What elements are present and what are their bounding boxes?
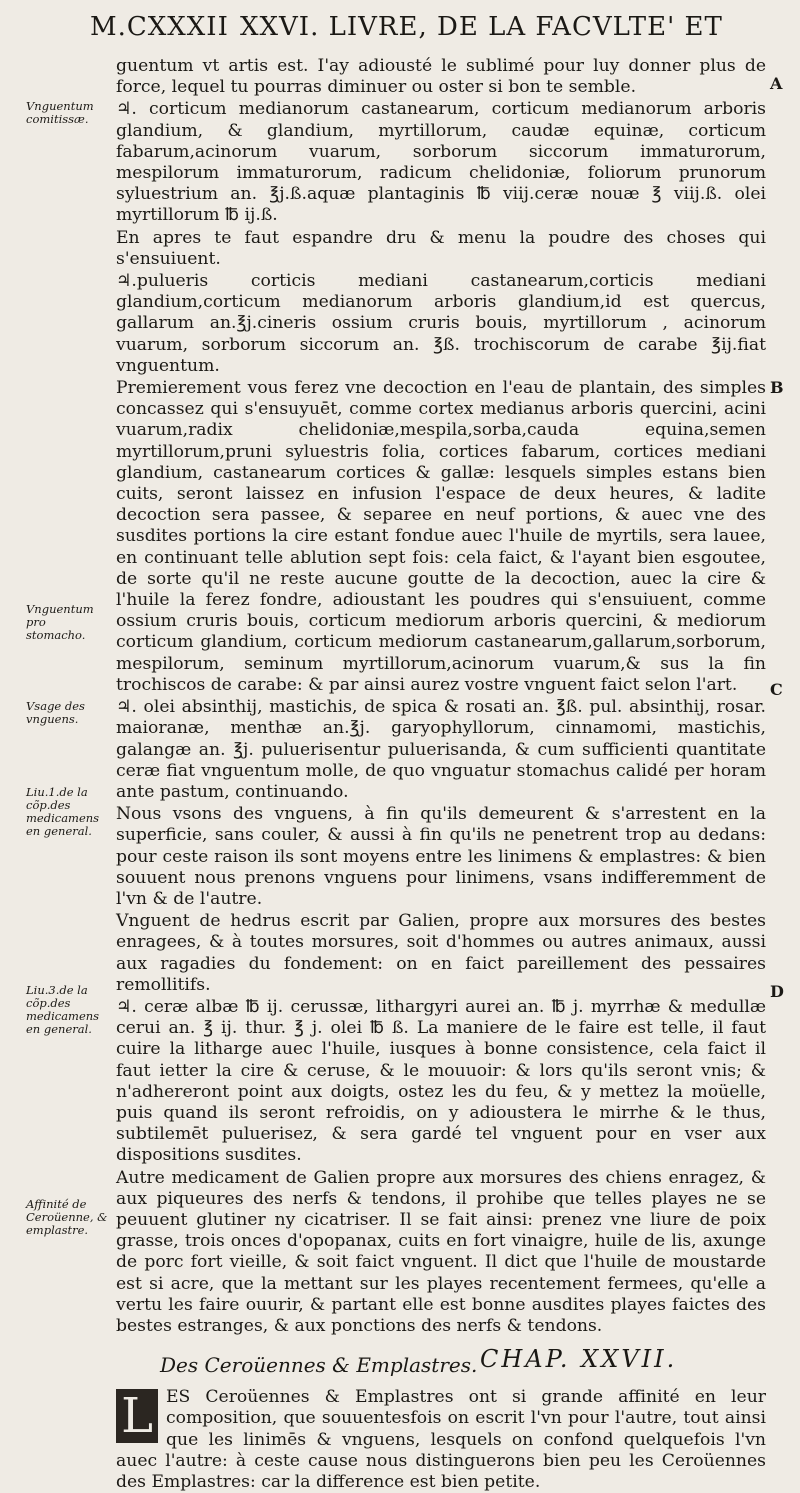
margin-note-affinite: Affinité de Ceroüenne, & emplastre.	[26, 1197, 108, 1237]
paragraph: ♃.pulueris corticis mediani castanearum,corticis mediani glandium,corticum medianorum arboris glandium,id est quercus, gallarum an.℥j.cineris ossium cruris bouis, myrtillorum , acinorum vuarum, sorborum siccorum an. ℥ß. trochiscorum de carabe ℥ij.fiat vnguentum.	[116, 271, 766, 376]
paragraph: ♃. olei absinthij, mastichis, de spica & rosati an. ℥ß. pul. absinthij, rosar. maioranæ, menthæ an.℥j. garyophyllorum, cinnamomi, mastichis, galangæ an. ℥j. puluerisentur puluerisanda, & cum sufficienti quantitate ceræ fiat vnguentum molle, de quo vnguatur stomachus calidé per horam ante pastum, continuando.	[116, 697, 766, 802]
opening-text: ES Ceroüennes & Emplastres ont si grande affinité en leur composition, que souuentesfois on escrit l'vn pour l'autre, tout ainsi que les linimēs & vnguens, lesquels on confond quelquefois l'vn auec l'autre: à ceste cause nous distinguerons bien peu les Ceroüennes des Emplastres: car la difference est bien petite.	[116, 1387, 766, 1492]
main-text	[116, 56, 766, 1493]
running-header	[90, 12, 770, 48]
side-letter-d: D	[770, 982, 784, 1001]
margin-note-livre-3: Liu.3.de la cõp.des medicamens en general.	[26, 983, 100, 1036]
chapter-opening-paragraph	[116, 1387, 766, 1493]
chapter-title: Des Ceroüennes & Emplastres.	[160, 1353, 478, 1378]
paragraph: En apres te faut espandre dru & menu la poudre des choses qui s'ensuiuent.	[116, 227, 766, 269]
chapter-heading	[160, 1345, 766, 1381]
paragraph: ♃. corticum medianorum castanearum, corticum medianorum arboris glandium, & glandium, myrtillorum, caudæ equinæ, corticum fabarum,acinorum vuarum, sorborum siccorum immaturorum, mespilorum immaturorum, radicum chelidoniæ, foliorum prunorum syluestrium an. ℥j.ß.aquæ plantaginis ℔ viij.ceræ nouæ ℥ viij.ß. olei myrtillorum ℔ ij.ß.	[116, 99, 766, 226]
margin-note-livre-1: Liu.1.de la cõp.des medicamens en general.	[26, 785, 100, 838]
folio-number: M.CXXXII	[90, 12, 229, 42]
side-letter-b: B	[770, 378, 784, 397]
running-title: XXVI. LIVRE, DE LA FACVLTE' ET	[240, 12, 723, 42]
side-letter-a: A	[770, 74, 783, 93]
chapter-number: CHAP. XXVII.	[480, 1345, 678, 1374]
side-letter-c: C	[770, 680, 783, 699]
margin-note-stomacho: Vnguentum pro stomacho.	[26, 602, 94, 642]
margin-note-usage: Vsage des vnguens.	[26, 699, 85, 726]
paragraph: Nous vsons des vnguens, à fin qu'ils demeurent & s'arrestent en la superficie, sans couler, & aussi à fin qu'ils ne penetrent trop au dedans: pour ceste raison ils sont moyens entre les linimens & emplastres: & bien souuent nous prenons vnguens pour linimens, vsans indifferemment de l'vn & de l'autre.	[116, 804, 766, 909]
paragraph: Premierement vous ferez vne decoction en l'eau de plantain, des simples concassez qui s'ensuyuēt, comme cortex medianus arboris quercini, acini vuarum,radix chelidoniæ,mespila,sorba,cauda equina,semen myrtillorum,pruni syluestris folia, cortices fabarum, cortices mediani glandium, castanearum cortices & gallæ: lesquels simples estans bien cuits, seront laissez en infusion l'espace de deux heures, & ladite decoction sera passee, & separee en neuf portions, & auec vne des susdites portions la cire estant fondue auec l'huile de myrtils, sera lauee, en continuant telle ablution sept fois: cela faict, & l'ayant bien esgoutee, de sorte qu'il ne reste aucune goutte de la decoction, auec la cire & l'huile la ferez fondre, adioustant les poudres qui s'ensuiuent, comme ossium cruris bouis, corticum mediorum arboris quercini, & mediorum corticum glandium, corticum mediorum castanearum,gallarum,sorborum, mespilorum, seminum myrtillorum,acinorum vuarum,& sus la fin trochiscos de carabe: & par ainsi aurez vostre vnguent faict selon l'art.	[116, 378, 766, 695]
paragraph: Vnguent de hedrus escrit par Galien, propre aux morsures des bestes enragees, & à toutes morsures, soit d'hommes ou autres animaux, aussi aux ragadies du fondement: on en faict pareillement des pessaires remollitifs.	[116, 911, 766, 995]
drop-cap: L	[116, 1389, 158, 1443]
margin-note-comitissae: Vnguentum comitissæ.	[26, 99, 94, 126]
paragraph: ♃. ceræ albæ ℔ ij. cerussæ, lithargyri aurei an. ℔ j. myrrhæ & medullæ cerui an. ℥ ij. thur. ℥ j. olei ℔ ß. La maniere de le faire est telle, il faut cuire la litharge auec l'huile, iusques à bonne consistence, cela faict il faut ietter la cire & ceruse, & le mouuoir: & lors qu'ils seront vnis; & n'adhereront point aux doigts, ostez les du feu, & y mettez la moüelle, puis quand ils seront refroidis, on y adioustera le mirrhe & le thus, subtilemēt puluerisez, & sera gardé tel vnguent pour en vser aux dispositions susdites.	[116, 996, 766, 1166]
paragraph: guentum vt artis est. I'ay adiousté le sublimé pour luy donner plus de force, lequel tu pourras diminuer ou oster si bon te semble.	[116, 56, 766, 98]
paragraph: Autre medicament de Galien propre aux morsures des chiens enragez, & aux piqueures des nerfs & tendons, il prohibe que telles playes ne se peuuent glutiner ny cicatriser. Il se fait ainsi: prenez vne liure de poix grasse, trois onces d'opopanax, cuits en fort vinaigre, huile de lis, axunge de porc fort vieille, & soit faict vnguent. Il dict que l'huile de moustarde est si acre, que la mettant sur les playes recentement fermees, qu'elle a vertu les faire ouurir, & partant elle est bonne ausdites playes faictes des bestes estranges, & aux ponctions des nerfs & tendons.	[116, 1167, 766, 1336]
